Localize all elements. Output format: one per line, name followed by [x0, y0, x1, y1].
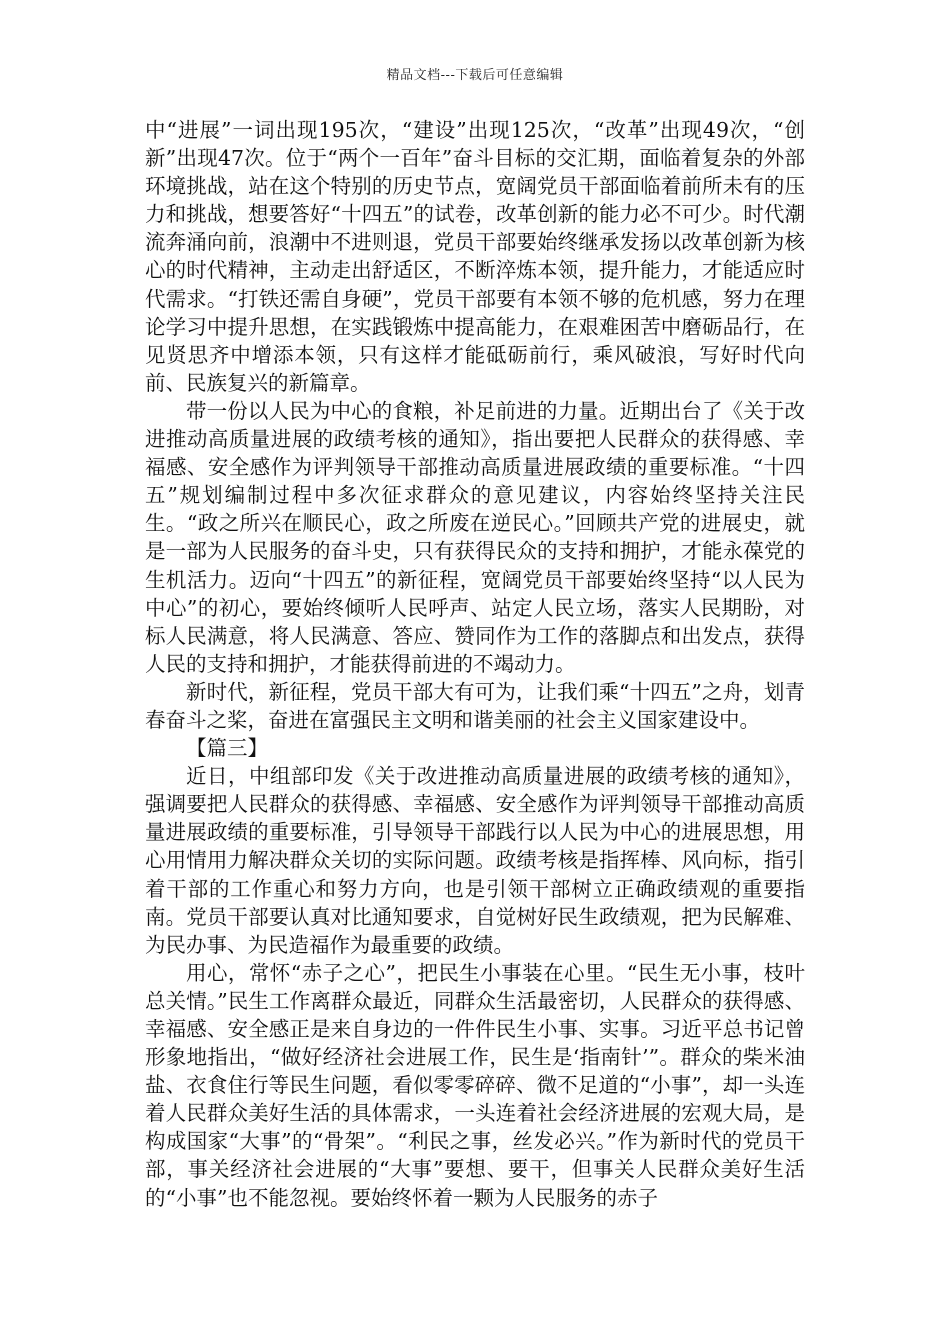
paragraph-4: 近日，中组部印发《关于改进推动高质量进展的政绩考核的通知》，强调要把人民群众的获得感、幸福感、安全感作为评判领导干部推动高质量进展政绩的重要标准，引导领导干部践行以人民为中心的进展思想，用心用情用力解决群众关切的实际问题。政绩考核是指挥棒、风向标，指引着干部的工作重心和努力方向，也是引领干部树立正确政绩观的重要指南。党员干部要认真对比通知要求，自觉树好民生政绩观，把为民解难、为民办事、为民造福作为最重要的政绩。 — [145, 764, 805, 957]
paragraph-5: 用心，常怀“赤子之心”，把民生小事装在心里。“民生无小事，枝叶总关情。”民生工作离群众最近，同群众生活最密切，人民群众的获得感、幸福感、安全感正是来自身边的一件件民生小事、实事。习近平总书记曾形象地指出，“做好经济社会进展工作，民生是‘指南针’”。群众的柴米油盐、衣食住行等民生问题，看似零零碎碎、微不足道的“小事”，却一头连着人民群众美好生活的具体需求，一头连着社会经济进展的宏观大局，是构成国家“大事”的“骨架”。“利民之事，丝发必兴。”作为新时代的党员干部，事关经济社会进展的“大事”要想、要干，但事关人民群众美好生活的“小事”也不能忽视。要始终怀着一颗为人民服务的赤子 — [145, 960, 805, 1210]
section-heading: 【篇三】 — [186, 736, 268, 761]
paragraph-2: 带一份以人民为中心的食粮，补足前进的力量。近期出台了《关于改进推动高质量进展的政绩考核的通知》，指出要把人民群众的获得感、幸福感、安全感作为评判领导干部推动高质量进展政绩的重要标准。“十四五”规划编制过程中多次征求群众的意见建议，内容始终坚持关注民生。“政之所兴在顺民心，政之所废在逆民心。”回顾共产党的进展史，就是一部为人民服务的奋斗史，只有获得民众的支持和拥护，才能永葆党的生机活力。迈向“十四五”的新征程，宽阔党员干部要始终坚持“以人民为中心”的初心，要始终倾听人民呼声、站定人民立场，落实人民期盼，对标人民满意，将人民满意、答应、赞同作为工作的落脚点和出发点，获得人民的支持和拥护，才能获得前进的不竭动力。 — [145, 398, 805, 676]
paragraph-3: 新时代，新征程，党员干部大有可为，让我们乘“十四五”之舟，划青春奋斗之桨，奋进在富强民主文明和谐美丽的社会主义国家建设中。 — [145, 679, 805, 732]
page-header: 精品文档---下载后可任意编辑 — [386, 68, 564, 83]
paragraph-1: 中“进展”一词出现195次，“建设”出现125次，“改革”出现49次，“创新”出现47次。位于“两个一百年”奋斗目标的交汇期，面临着复杂的外部环境挑战，站在这个特别的历史节点，宽阔党员干部面临着前所未有的压力和挑战，想要答好“十四五”的试卷，改革创新的能力必不可少。时代潮流奔涌向前，浪潮中不进则退，党员干部要始终继承发扬以改革创新为核心的时代精神，主动走出舒适区，不断淬炼本领，提升能力，才能适应时代需求。“打铁还需自身硬”，党员干部要有本领不够的危机感，努力在理论学习中提升思想，在实践锻炼中提高能力，在艰难困苦中磨砺品行，在见贤思齐中增添本领，只有这样才能砥砺前行，乘风破浪，写好时代向前、民族复兴的新篇章。 — [145, 118, 805, 395]
document-body — [145, 116, 805, 1212]
